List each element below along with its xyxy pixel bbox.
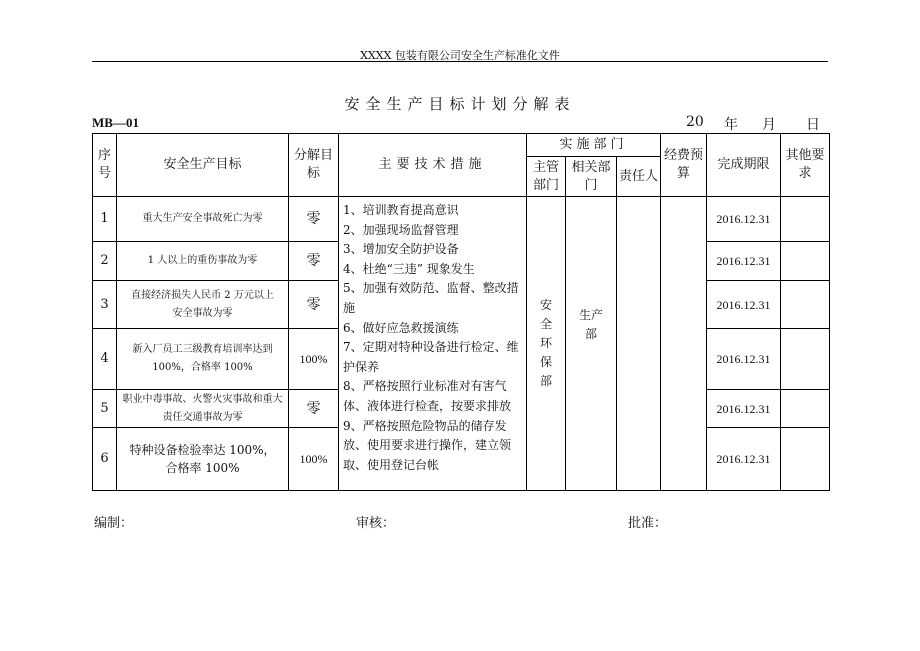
header-breakdown: 分解目标 [289,134,339,197]
measure-item: 7、定期对特种设备进行检定、维护保养 [343,340,519,374]
row-other [781,428,830,491]
row-target: 零 [289,281,339,329]
reviewer-signature: 审核： [356,516,396,531]
measure-item: 4、杜绝“三违” 现象发生 [343,261,475,276]
row-seq: 1 [93,197,117,242]
row-deadline: 2016.12.31 [707,281,781,329]
row-deadline: 2016.12.31 [707,428,781,491]
dept-related-line: 部 [584,326,597,341]
page-title: 安全生产目标计划分解表 [344,95,576,113]
doc-code: MB—01 [92,115,139,130]
measure-item: 3、增加安全防护设备 [343,242,459,257]
dept-related-cell [566,197,617,491]
dept-related-line: 生产 [578,307,603,322]
dept-main-char: 全 [539,317,552,331]
row-other [781,281,830,329]
header-dept-main: 主管部门 [527,157,566,197]
header-measures: 主要技术措施 [339,134,527,197]
budget-cell [661,197,707,491]
compiler-signature: 编制： [94,516,134,531]
row-deadline: 2016.12.31 [707,329,781,390]
row-goal: 直接经济损失人民币 2 万元以上安全事故为零 [117,281,289,329]
dept-main-char: 部 [539,374,552,388]
row-target: 100% [289,428,339,491]
row-other [781,390,830,428]
dept-main-char: 保 [539,355,552,369]
header-seq: 序号 [93,134,117,197]
row-deadline: 2016.12.31 [707,242,781,281]
date-month: 月 [762,117,776,133]
row-target: 100% [289,329,339,390]
row-other [781,197,830,242]
row-target: 零 [289,390,339,428]
header-rule [92,61,828,62]
row-seq: 4 [93,329,117,390]
responsible-cell [617,197,661,491]
dept-main-char: 环 [539,336,552,350]
date-day: 日 [806,117,820,133]
header-other: 其他要求 [781,134,830,197]
plan-table [92,133,830,491]
row-seq: 5 [93,390,117,428]
row-deadline: 2016.12.31 [707,390,781,428]
measure-item: 5、加强有效防范、监督、整改措施 [343,281,519,315]
row-seq: 6 [93,428,117,491]
row-goal: 新入厂员工三级教育培训率达到 100%，合格率 100% [117,329,289,390]
document-header: XXXX 包装有限公司安全生产标准化文件 [360,49,560,62]
row-other [781,242,830,281]
approver-signature: 批准： [628,516,668,531]
header-responsible: 责任人 [617,157,661,197]
row-target: 零 [289,197,339,242]
date-year: 年 [724,117,738,133]
row-target: 零 [289,242,339,281]
row-other [781,329,830,390]
row-goal: 特种设备检验率达 100%，合格率 100% [117,428,289,491]
header-dept-related: 相关部门 [566,157,617,197]
measure-item: 8、严格按照行业标准对有害气体、液体进行检查，按要求排放 [343,379,512,413]
header-goal: 安全生产目标 [117,134,289,197]
measure-item: 2、加强现场监督管理 [343,222,459,237]
table-row [93,197,830,242]
measure-item: 6、做好应急救援演练 [343,320,459,335]
row-deadline: 2016.12.31 [707,197,781,242]
row-goal: 1 人以上的重伤事故为零 [117,242,289,281]
row-seq: 2 [93,242,117,281]
row-seq: 3 [93,281,117,329]
measures-list [339,197,527,491]
date-year-prefix: 20 [686,114,704,130]
measure-item: 9、严格按照危险物品的储存发放、使用要求进行操作，建立领取、使用登记台帐 [343,418,512,472]
header-budget: 经费预算 [661,134,707,197]
dept-main-cell [527,197,566,491]
header-deadline: 完成期限 [707,134,781,197]
dept-main-char: 安 [539,298,552,312]
row-goal: 职业中毒事故、火警火灾事故和重大责任交通事故为零 [117,390,289,428]
header-dept-group: 实施部门 [527,134,661,157]
row-goal: 重大生产安全事故死亡为零 [117,197,289,242]
measure-item: 1、培训教育提高意识 [343,203,459,217]
